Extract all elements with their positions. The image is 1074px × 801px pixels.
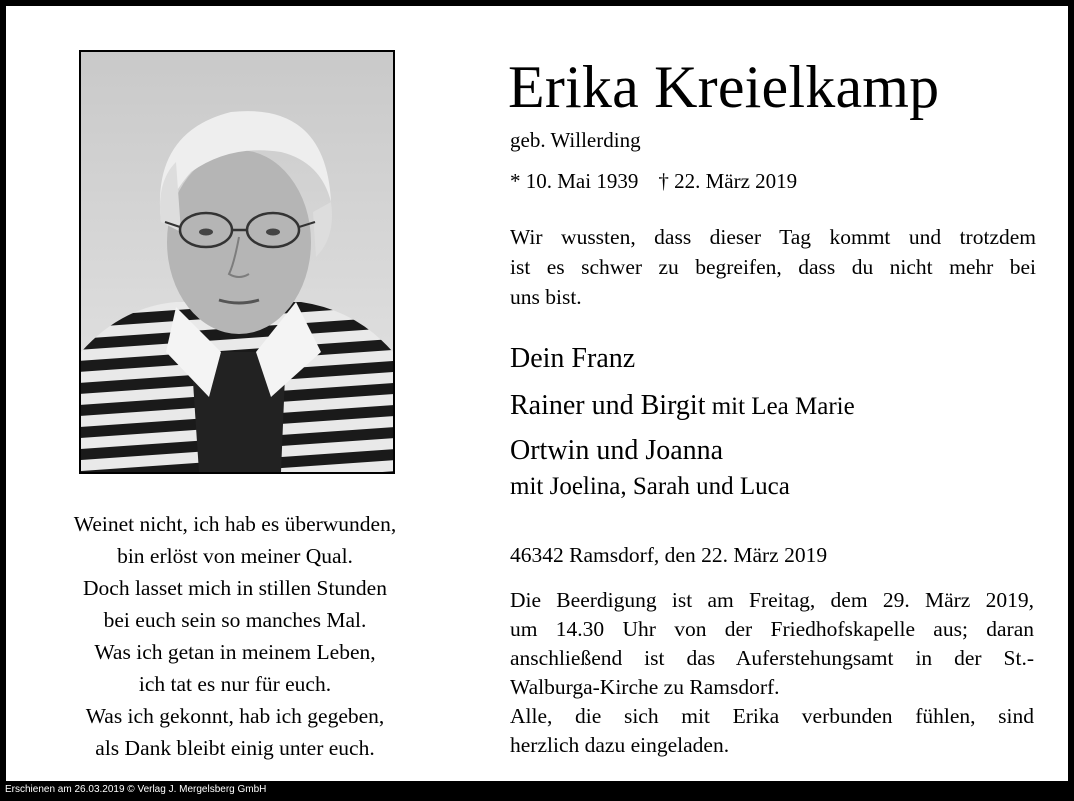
deceased-name: Erika Kreielkamp xyxy=(508,54,940,120)
farewell-line: uns bist. xyxy=(510,285,582,309)
mourner-row: Dein Franz xyxy=(510,343,636,374)
mourner-row: Ortwin und Joanna xyxy=(510,435,724,466)
poem-line: Weinet nicht, ich hab es überwunden, xyxy=(73,512,397,536)
funeral-info xyxy=(510,586,1034,760)
place-date: 46342 Ramsdorf, den 22. März 2019 xyxy=(510,543,828,567)
poem-line: Was ich gekonnt, hab ich gegeben, xyxy=(85,704,385,728)
poem-line: als Dank bleibt einig unter euch. xyxy=(95,736,375,760)
birth-date: * 10. Mai 1939 xyxy=(510,169,639,193)
poem-line: bei euch sein so manches Mal. xyxy=(103,608,367,632)
poem-line: ich tat es nur für euch. xyxy=(138,672,332,696)
funeral-line: herzlich dazu eingeladen. xyxy=(510,733,730,757)
funeral-line: anschließend ist das Auferstehungsamt in der St.- xyxy=(510,646,1034,670)
mourner-row: mit Joelina, Sarah und Luca xyxy=(510,473,790,500)
funeral-line: um 14.30 Uhr von der Friedhofskapelle aus; daran xyxy=(510,617,1034,641)
farewell-line: ist es schwer zu begreifen, dass du nicht mehr bei xyxy=(510,255,1036,279)
mourner-row xyxy=(510,387,855,429)
farewell-text xyxy=(510,222,1036,312)
poem-line: Doch lasset mich in stillen Stunden xyxy=(83,576,387,600)
portrait-photo xyxy=(79,50,395,474)
publication-credit: Erschienen am 26.03.2019 © Verlag J. Mergelsberg GmbH xyxy=(5,784,267,795)
funeral-line: Alle, die sich mit Erika verbunden fühlen, sind xyxy=(510,704,1034,728)
funeral-line: Die Beerdigung ist am Freitag, dem 29. März 2019, xyxy=(510,588,1034,612)
funeral-line: Walburga-Kirche zu Ramsdorf. xyxy=(510,675,780,699)
death-date: † 22. März 2019 xyxy=(658,169,798,193)
footer-bar xyxy=(0,781,1074,801)
poem xyxy=(20,508,450,764)
portrait-image xyxy=(81,52,393,472)
life-dates xyxy=(510,168,797,194)
birth-name: geb. Willerding xyxy=(510,128,641,152)
mourner-names: Rainer und Birgit xyxy=(510,390,706,421)
farewell-line: Wir wussten, dass dieser Tag kommt und trotzdem xyxy=(510,225,1036,249)
poem-line: Was ich getan in meinem Leben, xyxy=(94,640,376,664)
poem-line: bin erlöst von meiner Qual. xyxy=(117,544,353,568)
mourner-extra: mit Lea Marie xyxy=(705,393,855,420)
